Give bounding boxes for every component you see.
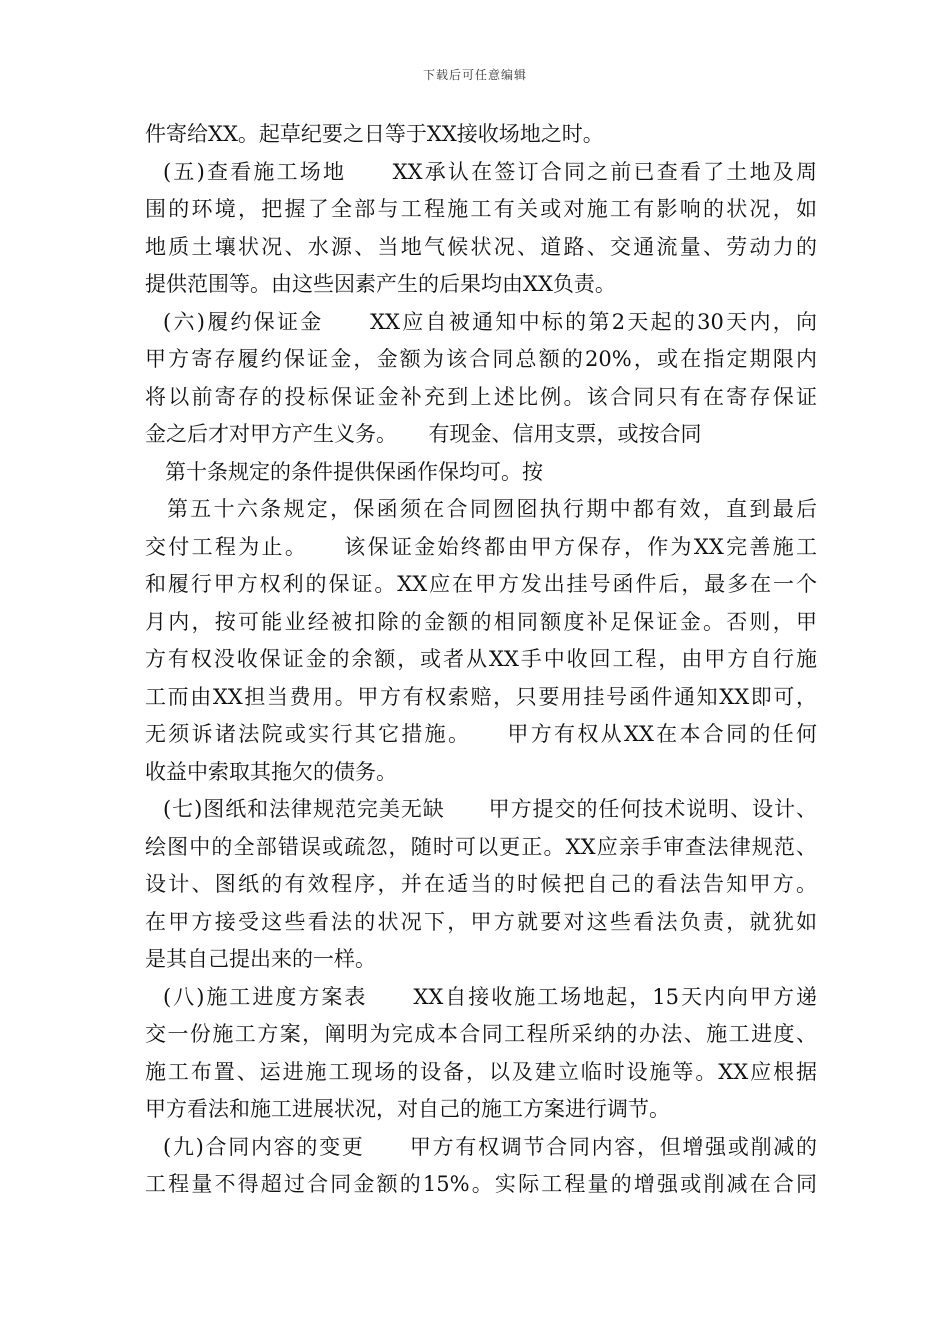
text-line: 月内，按可能业经被扣除的金额的相同额度补足保证金。否则，甲 xyxy=(145,609,817,634)
text-line: 件寄给XX。起草纪要之日等于XX接收场地之时。 xyxy=(145,122,604,146)
text-line: 第十条规定的条件提供保函作保均可。按 xyxy=(165,459,543,484)
text-line: 金之后才对甲方产生义务。 有现金、信用支票，或按合同 xyxy=(145,422,702,446)
text-line: 将以前寄存的投标保证金补充到上述比例。该合同只有在寄存保证 xyxy=(145,384,817,409)
text-line: 第五十六条规定，保函须在合同囫囵执行期中都有效，直到最后 xyxy=(167,497,817,521)
text-line: 交付工程为止。 该保证金始终都由甲方保存，作为XX完善施工 xyxy=(145,534,817,559)
text-line: 是其自己提出来的一样。 xyxy=(145,947,376,971)
text-line: 方有权没收保证金的余额，或者从XX手中收回工程，由甲方自行施 xyxy=(145,647,817,671)
text-line: (六)履约保证金 XX应自被通知中标的第2天起的30天内，向 xyxy=(163,309,817,334)
text-line: 设计、图纸的有效程序，并在适当的时候把自己的看法告知甲方。 xyxy=(145,872,817,896)
text-line: 甲方看法和施工进展状况，对自己的施工方案进行调节。 xyxy=(145,1097,670,1121)
text-line: 和履行甲方权利的保证。XX应在甲方发出挂号函件后，最多在一个 xyxy=(145,572,817,596)
text-line: (九)合同内容的变更 甲方有权调节合同内容，但增强或削减的 xyxy=(163,1134,817,1159)
text-line: 提供范围等。由这些因素产生的后果均由XX负责。 xyxy=(145,272,616,296)
text-line: 地质土壤状况、水源、当地气候状况、道路、交通流量、劳动力的 xyxy=(145,234,817,259)
text-line: 在甲方接受这些看法的状况下，甲方就要对这些看法负责，就犹如 xyxy=(145,909,817,934)
text-line: (八)施工进度方案表 XX自接收施工场地起，15天内向甲方递 xyxy=(163,984,817,1009)
text-line: 交一份施工方案，阐明为完成本合同工程所采纳的办法、施工进度、 xyxy=(145,1022,817,1046)
document-body xyxy=(145,116,817,1204)
text-line: 无须诉诸法院或实行其它措施。 甲方有权从XX在本合同的任何 xyxy=(145,722,817,746)
text-line: (五)查看施工场地 XX承认在签订合同之前已查看了土地及周 xyxy=(163,159,817,184)
text-line: 绘图中的全部错误或疏忽，随时可以更正。XX应亲手审查法律规范、 xyxy=(145,834,817,859)
text-line: 围的环境，把握了全部与工程施工有关或对施工有影响的状况，如 xyxy=(145,197,817,221)
text-line: 工而由XX担当费用。甲方有权索赔，只要用挂号函件通知XX即可， xyxy=(145,684,817,709)
text-line: 收益中索取其拖欠的债务。 xyxy=(145,759,397,784)
text-line: 工程量不得超过合同金额的15%。实际工程量的增强或削减在合同 xyxy=(145,1172,817,1196)
text-line: 施工布置、运进施工现场的设备，以及建立临时设施等。XX应根据 xyxy=(145,1059,817,1084)
text-line: 甲方寄存履约保证金，金额为该合同总额的20%，或在指定期限内 xyxy=(145,347,817,371)
text-line: (七)图纸和法律规范完美无缺 甲方提交的任何技术说明、设计、 xyxy=(163,797,817,821)
page-header: 下载后可任意编辑 xyxy=(422,68,527,82)
